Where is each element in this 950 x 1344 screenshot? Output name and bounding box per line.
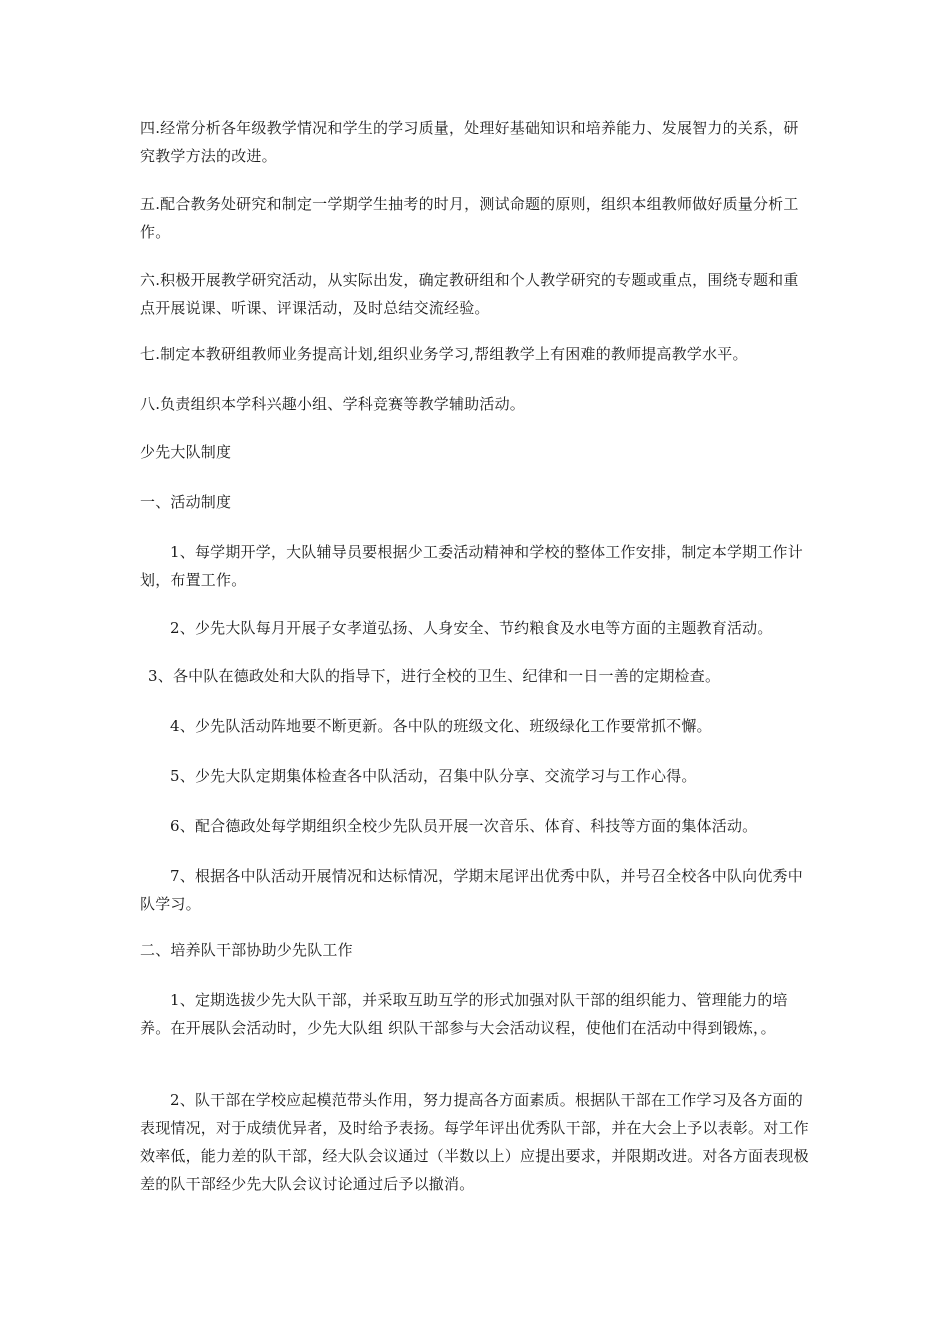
paragraph-item-6: 六.积极开展教学研究活动，从实际出发，确定教研组和个人教学研究的专题或重点，围绕专题和重点开展说课、听课、评课活动，及时总结交流经验。	[140, 271, 799, 317]
activity-rule-1: 1、每学期开学，大队辅导员要根据少工委活动精神和学校的整体工作安排，制定本学期工作计划，布置工作。	[140, 543, 803, 589]
activity-rule-5: 5、少先大队定期集体检查各中队活动，召集中队分享、交流学习与工作心得。	[170, 767, 697, 785]
activity-rule-7: 7、根据各中队活动开展情况和达标情况，学期末尾评出优秀中队，并号召全校各中队向优秀中队学习。	[140, 867, 803, 913]
section-heading-activities: 一、活动制度	[140, 493, 232, 511]
activity-rule-6: 6、配合德政处每学期组织全校少先队员开展一次音乐、体育、科技等方面的集体活动。	[170, 817, 758, 835]
activity-rule-4: 4、少先队活动阵地要不断更新。各中队的班级文化、班级绿化工作要常抓不懈。	[170, 717, 712, 735]
paragraph-item-4: 四.经常分析各年级教学情况和学生的学习质量，处理好基础知识和培养能力、发展智力的关系，研究教学方法的改进。	[140, 119, 799, 165]
cadre-rule-2: 2、队干部在学校应起模范带头作用，努力提高各方面素质。根据队干部在工作学习及各方面的表现情况，对于成绩优异者，及时给予表扬。每学年评出优秀队干部，并在大会上予以表彰。对工作效率低，能力差的队干部，经大队会议通过（半数以上）应提出要求，并限期改进。对各方面表现极差的队干部经少先大队会议讨论通过后予以撤消。	[140, 1091, 809, 1193]
activity-rule-2: 2、少先大队每月开展子女孝道弘扬、人身安全、节约粮食及水电等方面的主题教育活动。	[170, 619, 773, 637]
cadre-rule-1: 1、定期选拔少先大队干部，并采取互助互学的形式加强对队干部的组织能力、管理能力的培养。在开展队会活动时，少先大队组 织队干部参与大会活动议程，使他们在活动中得到锻炼，。	[140, 991, 788, 1037]
paragraph-item-8: 八.负责组织本学科兴趣小组、学科竞赛等教学辅助活动。	[140, 395, 525, 413]
paragraph-item-7: 七.制定本教研组教师业务提高计划,组织业务学习,帮组教学上有困难的教师提高教学水平。	[140, 345, 748, 363]
activity-rule-3: 3、各中队在德政处和大队的指导下，进行全校的卫生、纪律和一日一善的定期检查。	[148, 667, 721, 685]
section-heading-cadre: 二、培养队干部协助少先队工作	[140, 941, 353, 959]
section-title: 少先大队制度	[140, 443, 232, 461]
paragraph-item-5: 五.配合教务处研究和制定一学期学生抽考的时月，测试命题的原则，组织本组教师做好质量分析工作。	[140, 195, 799, 241]
